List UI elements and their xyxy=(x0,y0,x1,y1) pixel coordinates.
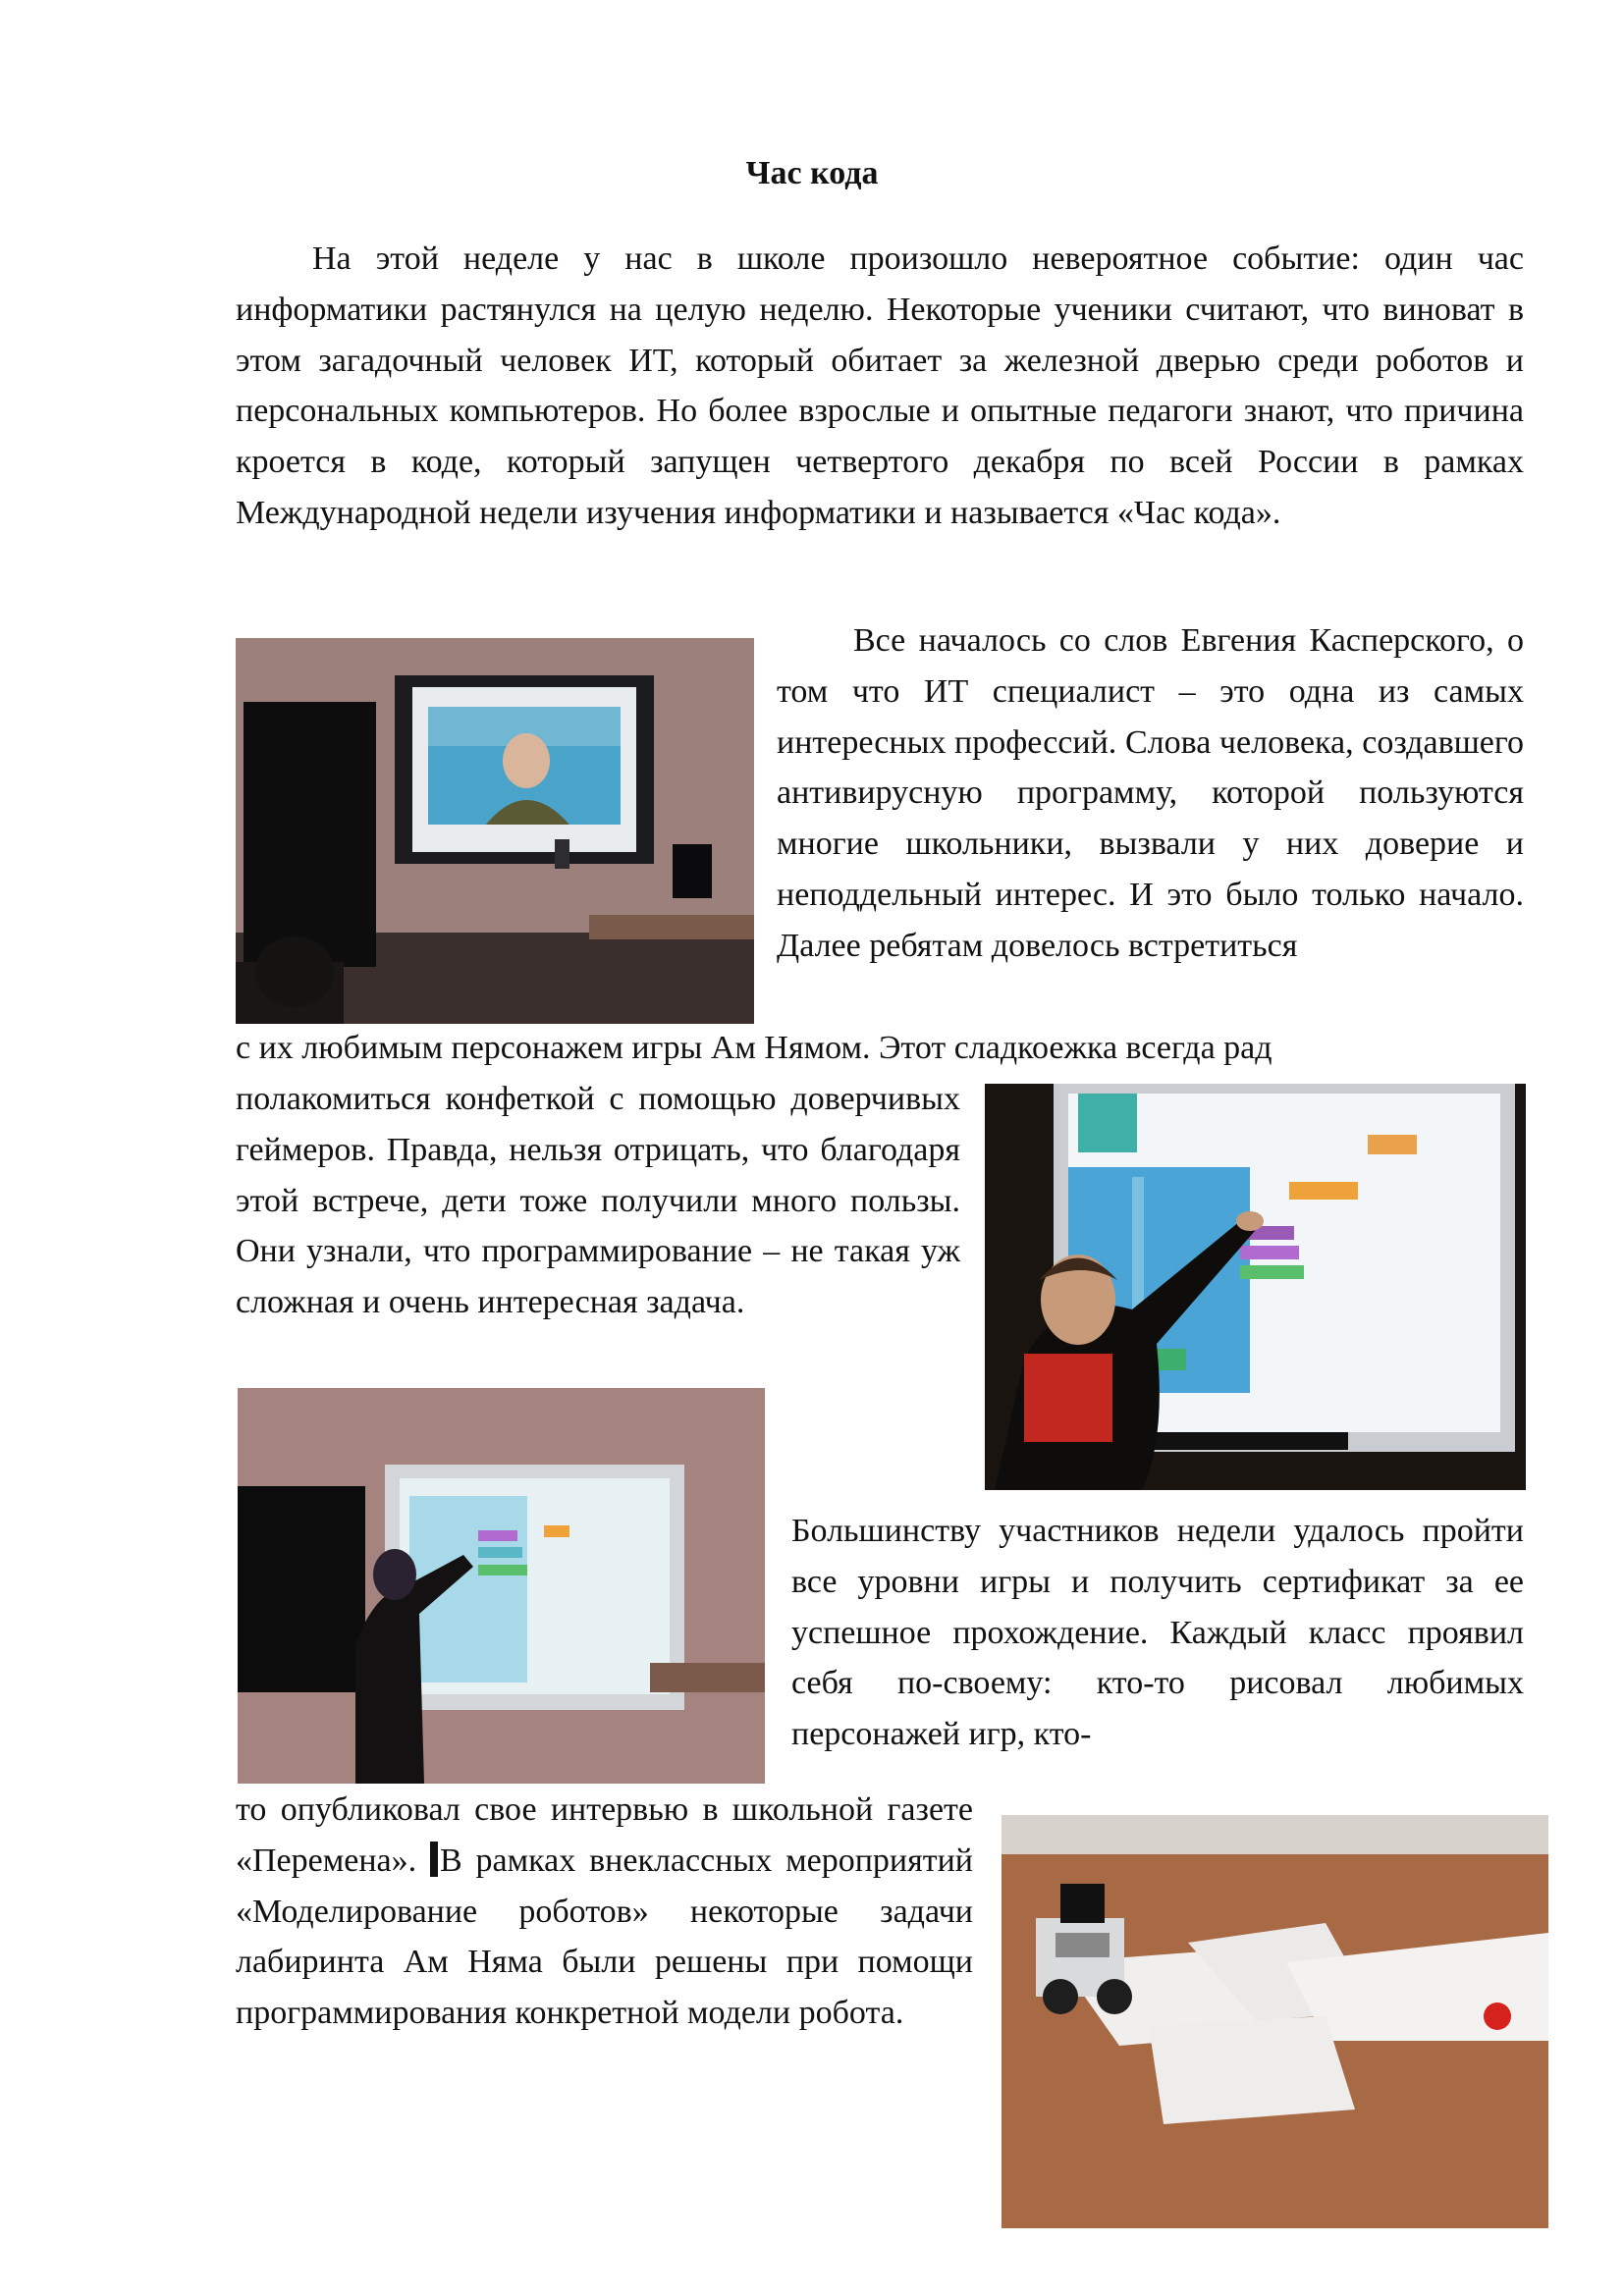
boy-pointing-photo xyxy=(985,1084,1526,1490)
page-title: Час кода xyxy=(745,155,879,191)
kaspersky-paragraph: Все началось со слов Евгения Касперского, о том что ИТ специалист – это одна из самых интересных профессий. Слова человека, создавшего антивирусную программу, которой пользуются многие школьники, вызвали у них доверие и неподдельный интерес. И это было только начало. Далее ребятам довелось встретиться xyxy=(777,622,1524,964)
certificate-paragraph: Большинству участников недели удалось пройти все уровни игры и получить сертификат за ее успешное прохождение. Каждый класс проявил себя по-своему: кто-то рисовал любимых персонажей игр, кто- xyxy=(791,1513,1524,1753)
candy-paragraph: полакомиться конфеткой с помощью доверчивых геймеров. Правда, нельзя отрицать, что благодаря этой встрече, дети тоже получили много пользы. Они узнали, что программирование – не такая уж сложная и очень интересная задача. xyxy=(236,1081,960,1321)
robots-text: В рамках внеклассных мероприятий «Моделирование роботов» некоторые задачи лабиринта Ам Няма были решены при помощи программирования конкретной модели робота. xyxy=(236,1842,973,2032)
am-nyam-line: с их любимым персонажем игры Ам Нямом. Этот сладкоежка всегда рад xyxy=(236,1030,1272,1066)
intro-paragraph: На этой неделе у нас в школе произошло невероятное событие: один час информатики растянулся на целую неделю. Некоторые ученики считают, что виноват в этом загадочный человек ИТ, который обитает за железной дверью среди роботов и персональных компьютеров. Но более взрослые и опытные педагоги знают, что причина кроется в коде, который запущен четвертого декабря по всей России в рамках Международной недели изучения информатики и называется «Час кода». xyxy=(236,240,1524,531)
text-cursor xyxy=(430,1842,438,1877)
robot-maze-photo xyxy=(1001,1815,1548,2228)
classroom-projector-photo xyxy=(236,638,754,1024)
newspaper-text: то опубликовал свое интервью в школьной газете «Перемена». xyxy=(236,1791,973,1879)
student-at-board-photo xyxy=(238,1388,765,1784)
robots-paragraph xyxy=(236,1785,973,2039)
